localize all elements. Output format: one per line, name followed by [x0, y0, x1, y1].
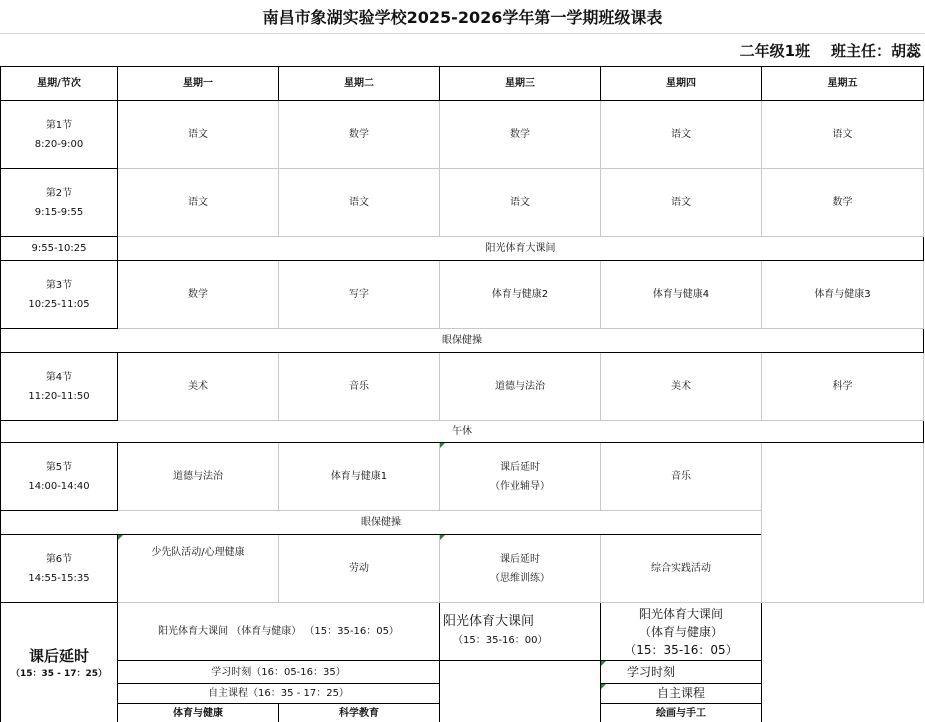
period-row-5	[1, 443, 924, 511]
subject-cell: 数学	[118, 261, 279, 329]
subject-cell: 数学	[279, 101, 440, 169]
period-label	[1, 169, 118, 237]
period-name: 第2节	[45, 187, 73, 199]
timetable-grid	[0, 66, 924, 722]
period-label	[1, 353, 118, 421]
subject-note: （思维训练）	[490, 572, 550, 584]
period-label	[1, 535, 118, 603]
subject-cell: 道德与法治	[118, 443, 279, 511]
break-time: 9:55-10:25	[1, 237, 118, 261]
subject-cell: 音乐	[279, 353, 440, 421]
after-activity-mon-tue: 阳光体育大课间 （体育与健康） （15：35-16：05）	[118, 603, 440, 661]
subject-cell: 语文	[279, 169, 440, 237]
eye-exercise: 眼保健操	[1, 511, 762, 535]
break-row-morning	[1, 237, 924, 261]
lunch-break: 午休	[1, 421, 924, 443]
period-time: 14:00-14:40	[28, 480, 90, 492]
self-course: 自主课程（16：35 - 17：25）	[118, 684, 440, 704]
subject-cell: 语文	[601, 169, 762, 237]
subject-cell: 音乐	[601, 443, 762, 511]
after-school-time: （15：35 - 17：25）	[10, 669, 108, 680]
after-activity-name: 阳光体育大课间	[443, 614, 535, 629]
study-time: 学习时刻（16：05-16：35）	[118, 661, 440, 684]
period-row-1	[1, 101, 924, 169]
subject-cell: 写字	[279, 261, 440, 329]
subject-cell	[440, 443, 601, 511]
subject-cell: 美术	[601, 353, 762, 421]
subject-cell: 体育与健康4	[601, 261, 762, 329]
period-time: 8:20-9:00	[34, 138, 84, 150]
course-mon: 体育与健康	[118, 704, 279, 722]
subject-cell: 语文	[440, 169, 601, 237]
subject-cell: 美术	[118, 353, 279, 421]
after-activity-thu	[601, 603, 762, 661]
period-name: 第6节	[45, 553, 73, 565]
day-header-tue: 星期二	[279, 67, 440, 101]
class-teacher-info: 二年级1班 班主任：胡蕊	[739, 42, 921, 60]
subject-cell	[440, 535, 601, 603]
subject-cell: 体育与健康1	[279, 443, 440, 511]
period-row-3	[1, 261, 924, 329]
subject-cell: 综合实践活动	[601, 535, 762, 603]
friday-afternoon-blank	[762, 443, 924, 603]
day-header-mon: 星期一	[118, 67, 279, 101]
subject-cell: 语文	[762, 101, 924, 169]
after-activity-time: （15：35-16：00）	[453, 635, 548, 646]
subject-note: （作业辅导）	[490, 480, 550, 492]
subject-cell: 体育与健康2	[440, 261, 601, 329]
page-title: 南昌市象湖实验学校2025-2026学年第一学期班级课表	[262, 8, 663, 27]
subject-cell: 道德与法治	[440, 353, 601, 421]
period-name: 第5节	[45, 461, 73, 473]
subject-cell: 语文	[601, 101, 762, 169]
day-header-wed: 星期三	[440, 67, 601, 101]
day-header-thu: 星期四	[601, 67, 762, 101]
subject-name: 课后延时	[500, 553, 540, 565]
period-label	[1, 261, 118, 329]
course-tue: 科学教育	[279, 704, 440, 722]
subject-cell: 劳动	[279, 535, 440, 603]
subject-cell: 数学	[440, 101, 601, 169]
period-name: 第3节	[45, 279, 73, 291]
period-time: 11:20-11:50	[28, 390, 90, 402]
period-row-4	[1, 353, 924, 421]
subject-cell: 科学	[762, 353, 924, 421]
after-activity-line: 阳光体育大课间	[638, 606, 723, 621]
period-time: 9:15-9:55	[34, 206, 84, 218]
period-name: 第1节	[45, 119, 73, 131]
subject-cell: 语文	[118, 101, 279, 169]
period-name: 第4节	[45, 371, 73, 383]
after-blank-fri	[762, 603, 924, 722]
subject-cell: 体育与健康3	[762, 261, 924, 329]
thu-study-time: 学习时刻	[601, 661, 762, 684]
break-row-lunch	[1, 421, 924, 443]
break-activity: 阳光体育大课间	[118, 237, 924, 261]
subject-cell: 少先队活动/心理健康	[118, 535, 279, 603]
after-blank-wed	[440, 661, 601, 722]
header-row	[1, 67, 924, 101]
period-time: 14:55-15:35	[28, 572, 90, 584]
period-row-2	[1, 169, 924, 237]
period-label	[1, 101, 118, 169]
subtitle-row	[0, 33, 925, 67]
subject-cell: 数学	[762, 169, 924, 237]
after-school-label	[1, 603, 118, 722]
break-row-eye-1	[1, 329, 924, 353]
eye-exercise: 眼保健操	[1, 329, 924, 353]
after-activity-line: （15：35-16：05）	[624, 642, 738, 657]
subject-cell: 语文	[118, 169, 279, 237]
day-header-fri: 星期五	[762, 67, 924, 101]
after-activity-line: （体育与健康）	[638, 624, 723, 639]
after-school-row-1	[1, 603, 924, 661]
thu-self-course: 自主课程	[601, 684, 762, 704]
subject-name: 课后延时	[500, 461, 540, 473]
after-activity-wed	[440, 603, 601, 661]
corner-header: 星期/节次	[1, 67, 118, 101]
period-time: 10:25-11:05	[28, 298, 90, 310]
period-label	[1, 443, 118, 511]
after-school-title: 课后延时	[28, 647, 89, 666]
course-thu: 绘画与手工	[601, 704, 762, 722]
